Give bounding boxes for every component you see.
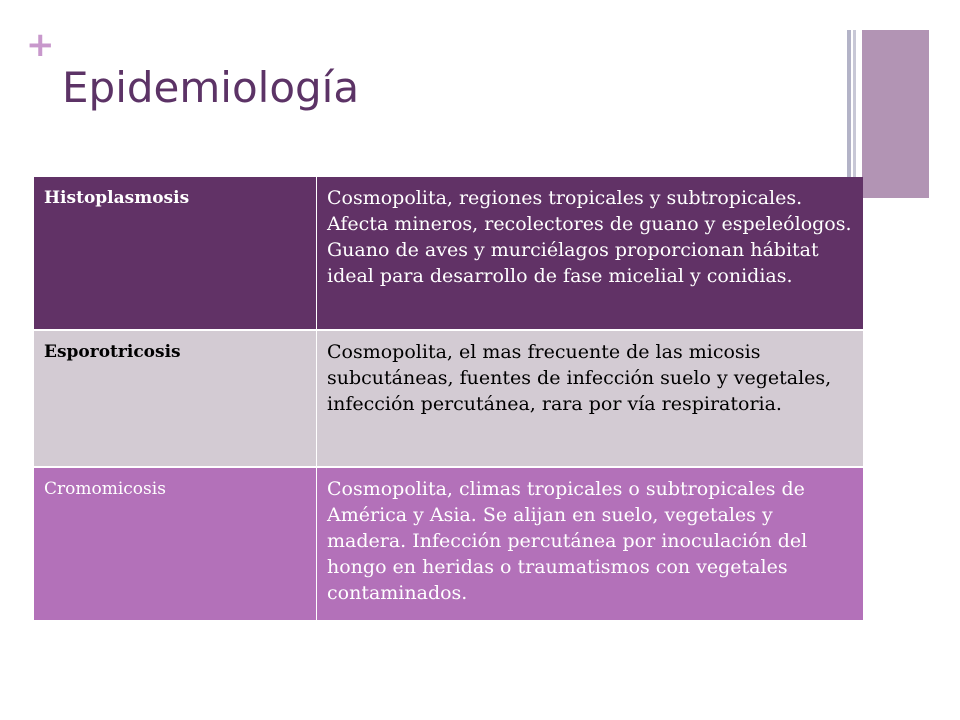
decorative-bar-line-1 — [847, 30, 851, 198]
disease-description: Cosmopolita, regiones tropicales y subtropicales. Afecta mineros, recolectores de guano y espeleólogos. Guano de aves y murciélagos proporcionan hábitat ideal para desarrollo de fase micelial y conidias. — [317, 177, 864, 330]
decorative-bar-line-2 — [853, 30, 856, 198]
table-row-cromomicosis — [34, 467, 863, 620]
disease-description: Cosmopolita, climas tropicales o subtropicales de América y Asia. Se alijan en suelo, vegetales y madera. Infección percutánea por inoculación del hongo en heridas o traumatismos con vegetales contaminados. — [317, 467, 864, 620]
disease-name: Cromomicosis — [34, 467, 317, 620]
disease-description: Cosmopolita, el mas frecuente de las micosis subcutáneas, fuentes de infección suelo y vegetales, infección percutánea, rara por vía respiratoria. — [317, 330, 864, 467]
page-title: Epidemiología — [62, 63, 360, 112]
plus-icon: + — [26, 25, 55, 65]
disease-name: Esporotricosis — [34, 330, 317, 467]
disease-name: Histoplasmosis — [34, 177, 317, 330]
decorative-box — [862, 30, 929, 198]
table-row-histoplasmosis — [34, 177, 863, 330]
epidemiology-table — [34, 177, 863, 620]
table-row-esporotricosis — [34, 330, 863, 467]
